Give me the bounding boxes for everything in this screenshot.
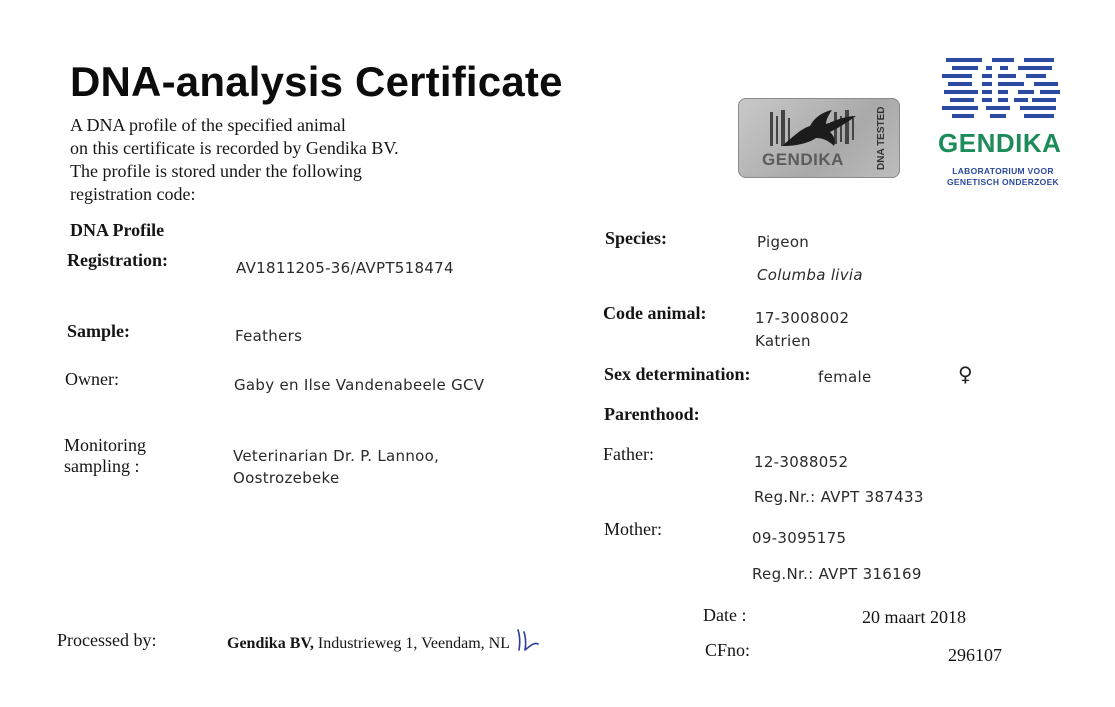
gendika-dna-bars-icon	[942, 56, 1064, 122]
seal-side-text: DNA TESTED	[876, 106, 887, 170]
mother-value: 09-3095175	[752, 529, 847, 547]
species-latin-value: Columba livia	[757, 266, 863, 284]
cfno-value: 296107	[948, 645, 1002, 665]
logo-brand-name: GENDIKA	[938, 128, 1062, 158]
intro-line: registration code:	[70, 184, 196, 204]
monitoring-label-line: Monitoring	[64, 435, 147, 455]
owner-value: Gaby en Ilse Vandenabeele GCV	[234, 376, 485, 394]
monitoring-label	[64, 435, 146, 477]
gendika-logo	[936, 56, 1068, 196]
sample-value: Feathers	[235, 327, 303, 345]
code-animal-label: Code animal:	[603, 303, 707, 323]
intro-line: The profile is stored under the following	[70, 161, 362, 181]
processed-address: Industrieweg 1, Veendam, NL	[313, 635, 510, 652]
intro-line: A DNA profile of the specified animal	[70, 115, 346, 135]
processed-company: Gendika BV,	[227, 635, 314, 652]
registration-value: AV1811205-36/AVPT518474	[236, 259, 454, 277]
intro-line: on this certificate is recorded by Gendika BV.	[70, 138, 399, 158]
monitoring-value-line: Oostrozebeke	[233, 469, 340, 487]
monitoring-value-line: Veterinarian Dr. P. Lannoo,	[233, 447, 440, 465]
cfno-label: CFno:	[705, 640, 751, 660]
owner-label: Owner:	[65, 369, 119, 389]
father-reg-value: Reg.Nr.: AVPT 387433	[754, 488, 924, 506]
sex-value: female	[818, 368, 872, 386]
seal-brand-text: GENDIKA	[762, 150, 844, 169]
date-label: Date :	[703, 605, 747, 625]
father-value: 12-3088052	[754, 453, 849, 471]
dna-tested-seal	[738, 98, 900, 178]
logo-subtitle-line: GENETISCH ONDERZOEK	[947, 177, 1059, 187]
species-label: Species:	[605, 228, 667, 248]
certificate-title: DNA-analysis Certificate	[70, 58, 563, 105]
date-value: 20 maart 2018	[862, 607, 966, 627]
logo-subtitle-line: LABORATORIUM VOOR	[952, 166, 1054, 176]
processed-by-value	[227, 635, 510, 653]
eagle-icon	[780, 106, 858, 152]
mother-reg-value: Reg.Nr.: AVPT 316169	[752, 565, 922, 583]
mother-label: Mother:	[604, 519, 662, 539]
sex-determination-label: Sex determination:	[604, 364, 751, 384]
registration-label: Registration:	[67, 250, 168, 270]
signature-initials-icon	[512, 626, 542, 654]
monitoring-label-line: sampling :	[64, 456, 140, 476]
sample-label: Sample:	[67, 321, 130, 341]
code-animal-value: 17-3008002	[755, 309, 850, 327]
parenthood-label: Parenthood:	[604, 404, 700, 424]
logo-subtitle	[940, 166, 1066, 188]
processed-by-label: Processed by:	[57, 630, 157, 650]
intro-paragraph	[70, 114, 490, 206]
monitoring-value	[233, 445, 439, 489]
species-common-value: Pigeon	[757, 233, 810, 251]
female-symbol-icon: ♀	[958, 362, 973, 386]
dna-profile-heading: DNA Profile	[70, 220, 165, 240]
father-label: Father:	[603, 444, 654, 464]
animal-name-value: Katrien	[755, 332, 811, 350]
